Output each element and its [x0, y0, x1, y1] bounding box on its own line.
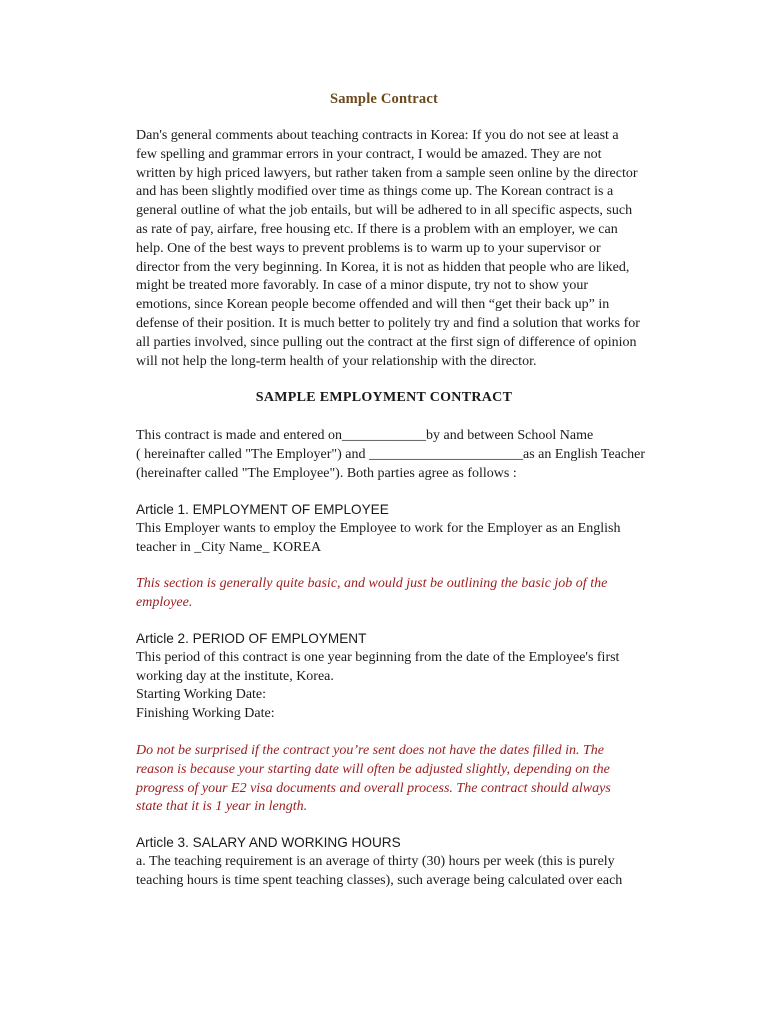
note-line: Do not be surprised if the contract you’re sent does not have the dates filled in. The [136, 743, 605, 758]
intro-line: written by high priced lawyers, but rather taken from a sample seen online by the director [136, 165, 638, 181]
intro-line: defense of their position. It is much better to politely try and find a solution that works for [136, 315, 640, 331]
article-3-heading: Article 3. SALARY AND WORKING HOURS [136, 835, 401, 850]
article-1 [136, 501, 696, 557]
finishing-date-line: Finishing Working Date: [136, 706, 275, 722]
intro-line: and has been slightly modified over time as things come up. The Korean contract is a [136, 184, 614, 200]
intro-line: might be treated more favorably. In case of a minor dispute, try not to show your [136, 278, 589, 294]
note-line: reason is because your starting date will often be adjusted slightly, depending on the [136, 761, 610, 777]
intro-line: as rate of pay, airfare, free housing etc. If there is a problem with an employer, we can [136, 221, 618, 237]
article-3 [136, 834, 696, 890]
article-1-heading: Article 1. EMPLOYMENT OF EMPLOYEE [136, 502, 389, 517]
note-line: state that it is 1 year in length. [136, 799, 308, 815]
starting-date-line: Starting Working Date: [136, 687, 267, 703]
article-1-note [136, 575, 696, 613]
article-2-line: This period of this contract is one year beginning from the date of the Employee's first [136, 649, 620, 665]
intro-line: Dan's general comments about teaching contracts in Korea: If you do not see at least a [136, 128, 619, 143]
article-3-line: teaching hours is time spent teaching classes), such average being calculated over each [136, 872, 623, 888]
page-title: Sample Contract [329, 91, 439, 107]
note-line: employee. [136, 594, 193, 610]
intro-line: general outline of what the job entails, but will be adhered to in all specific aspects, such [136, 203, 633, 219]
intro-line: all parties involved, since pulling out the contract at the first sign of difference of opinion [136, 334, 637, 350]
intro-line: emotions, since Korean people become offended and will then “get their back up” in [136, 297, 610, 313]
note-line: progress of your E2 visa documents and overall process. The contract should always [136, 780, 611, 796]
intro-line: help. One of the best ways to prevent problems is to warm up to your supervisor or [136, 240, 601, 256]
article-2 [136, 630, 696, 724]
intro-paragraph [136, 127, 696, 371]
intro-line: will not help the long-term health of your relationship with the director. [136, 353, 537, 369]
preamble-paragraph [136, 427, 696, 483]
note-line: This section is generally quite basic, and would just be outlining the basic job of the [136, 576, 608, 591]
intro-line: director from the very beginning. In Korea, it is not as hidden that people who are liked, [136, 259, 630, 275]
article-2-line: working day at the institute, Korea. [136, 668, 334, 684]
contract-heading: SAMPLE EMPLOYMENT CONTRACT [255, 390, 513, 405]
article-3-line: a. The teaching requirement is an average of thirty (30) hours per week (this is purely [136, 853, 615, 869]
preamble-line: This contract is made and entered on____________by and between School Name [136, 428, 594, 443]
intro-line: few spelling and grammar errors in your contract, I would be amazed. They are not [136, 146, 602, 162]
preamble-line: (hereinafter called "The Employee"). Both parties agree as follows : [136, 465, 517, 481]
article-1-line: This Employer wants to employ the Employee to work for the Employer as an English [136, 520, 621, 536]
article-2-note [136, 742, 696, 817]
article-1-line: teacher in _City Name_ KOREA [136, 539, 322, 555]
article-2-heading: Article 2. PERIOD OF EMPLOYMENT [136, 631, 367, 646]
preamble-line: ( hereinafter called "The Employer") and ______________________as an English Teacher [136, 446, 645, 462]
